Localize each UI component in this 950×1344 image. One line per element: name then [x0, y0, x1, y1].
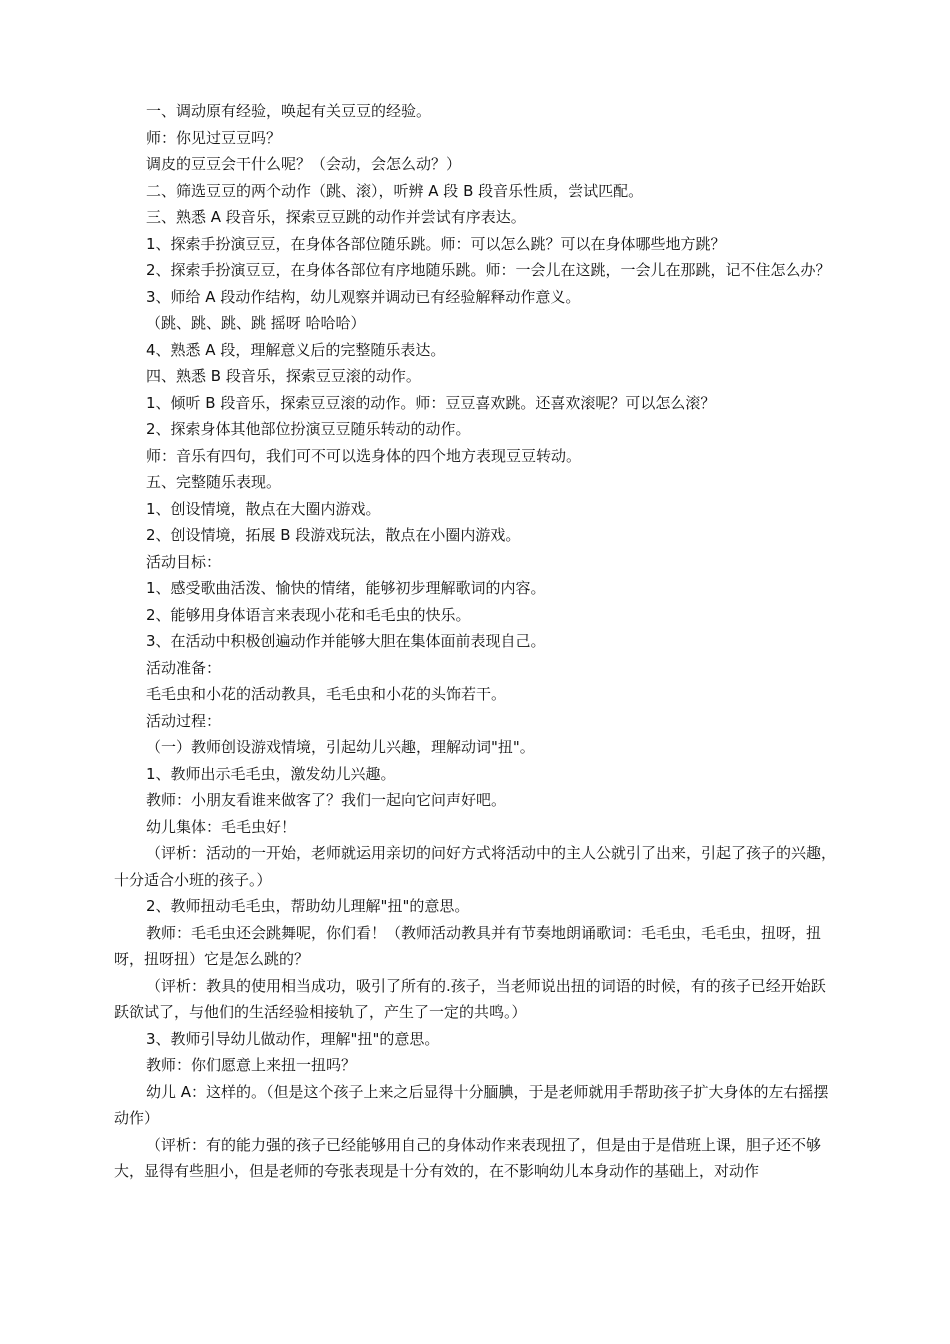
paragraph: 2、能够用身体语言来表现小花和毛毛虫的快乐。 [146, 605, 471, 624]
paragraph: （跳、跳、跳、跳 摇呀 哈哈哈） [146, 314, 366, 332]
paragraph: 2、创设情境，拓展 B 段游戏玩法，散点在小圈内游戏。 [146, 526, 521, 544]
paragraph: 调皮的豆豆会干什么呢？（会动，会怎么动？） [146, 155, 462, 173]
paragraph: 师：音乐有四句，我们可不可以选身体的四个地方表现豆豆转动。 [146, 446, 582, 465]
paragraph: 幼儿集体：毛毛虫好！ [146, 817, 297, 836]
section-heading: 活动准备： [146, 658, 222, 677]
document-body [114, 98, 840, 1185]
paragraph: （评析：有的能力强的孩子已经能够用自己的身体动作来表现扭了，但是由于是借班上课，胆子还不够大，显得有些胆小，但是老师的夸张表现是十分有效的，在不影响幼儿本身动作的基础上，对动作 [114, 1135, 822, 1180]
paragraph: 教师：你们愿意上来扭一扭吗？ [146, 1056, 357, 1074]
paragraph: 2、探索手扮演豆豆，在身体各部位有序地随乐跳。师：一会儿在这跳，一会儿在那跳，记不住怎么办？ [146, 261, 831, 279]
paragraph: 1、倾听 B 段音乐，探索豆豆滚的动作。师：豆豆喜欢跳。还喜欢滚呢？可以怎么滚？ [146, 393, 716, 412]
paragraph: 五、完整随乐表现。 [146, 473, 282, 491]
paragraph: 毛毛虫和小花的活动教具，毛毛虫和小花的头饰若干。 [146, 685, 507, 703]
paragraph: 教师：毛毛虫还会跳舞呢，你们看！（教师活动教具并有节奏地朗诵歌词：毛毛虫，毛毛虫，扭呀，扭呀，扭呀扭）它是怎么跳的？ [114, 923, 822, 968]
paragraph: 二、筛选豆豆的两个动作（跳、滚），听辨 A 段 B 段音乐性质，尝试匹配。 [146, 181, 644, 200]
paragraph: 3、在活动中积极创遍动作并能够大胆在集体面前表现自己。 [146, 632, 546, 650]
paragraph: 2、探索身体其他部位扮演豆豆随乐转动的动作。 [146, 420, 471, 438]
paragraph: 师：你见过豆豆吗？ [146, 128, 282, 147]
section-heading: 活动过程： [146, 711, 222, 730]
paragraph: 三、熟悉 A 段音乐，探索豆豆跳的动作并尝试有序表达。 [146, 208, 526, 226]
paragraph: 1、探索手扮演豆豆，在身体各部位随乐跳。师：可以怎么跳？可以在身体哪些地方跳？ [146, 234, 726, 253]
paragraph: 4、熟悉 A 段，理解意义后的完整随乐表达。 [146, 340, 446, 359]
paragraph: 1、教师出示毛毛虫，激发幼儿兴趣。 [146, 764, 396, 783]
paragraph: （评析：教具的使用相当成功，吸引了所有的.孩子，当老师说出扭的词语的时候，有的孩子已经开始跃跃欲试了，与他们的生活经验相接轨了，产生了一定的共鸣。） [114, 976, 826, 1021]
paragraph: 3、师给 A 段动作结构，幼儿观察并调动已有经验解释动作意义。 [146, 287, 581, 306]
section-heading: 活动目标： [146, 552, 222, 571]
paragraph: 3、教师引导幼儿做动作，理解"扭"的意思。 [146, 1029, 440, 1048]
paragraph: （评析：活动的一开始，老师就运用亲切的问好方式将活动中的主人公就引了出来，引起了孩子的兴趣，十分适合小班的孩子。） [114, 844, 837, 889]
paragraph: 1、创设情境，散点在大圈内游戏。 [146, 499, 381, 518]
paragraph: （一）教师创设游戏情境，引起幼儿兴趣，理解动词"扭"。 [146, 738, 535, 756]
paragraph: 2、教师扭动毛毛虫，帮助幼儿理解"扭"的意思。 [146, 897, 470, 915]
paragraph: 四、熟悉 B 段音乐，探索豆豆滚的动作。 [146, 367, 421, 385]
paragraph: 1、感受歌曲活泼、愉快的情绪，能够初步理解歌词的内容。 [146, 579, 546, 597]
paragraph: 教师：小朋友看谁来做客了？我们一起向它问声好吧。 [146, 791, 507, 809]
paragraph: 幼儿 A：这样的。（但是这个孩子上来之后显得十分腼腆，于是老师就用手帮助孩子扩大身体的左右摇摆动作） [114, 1082, 829, 1127]
paragraph: 一、调动原有经验，唤起有关豆豆的经验。 [146, 102, 432, 120]
